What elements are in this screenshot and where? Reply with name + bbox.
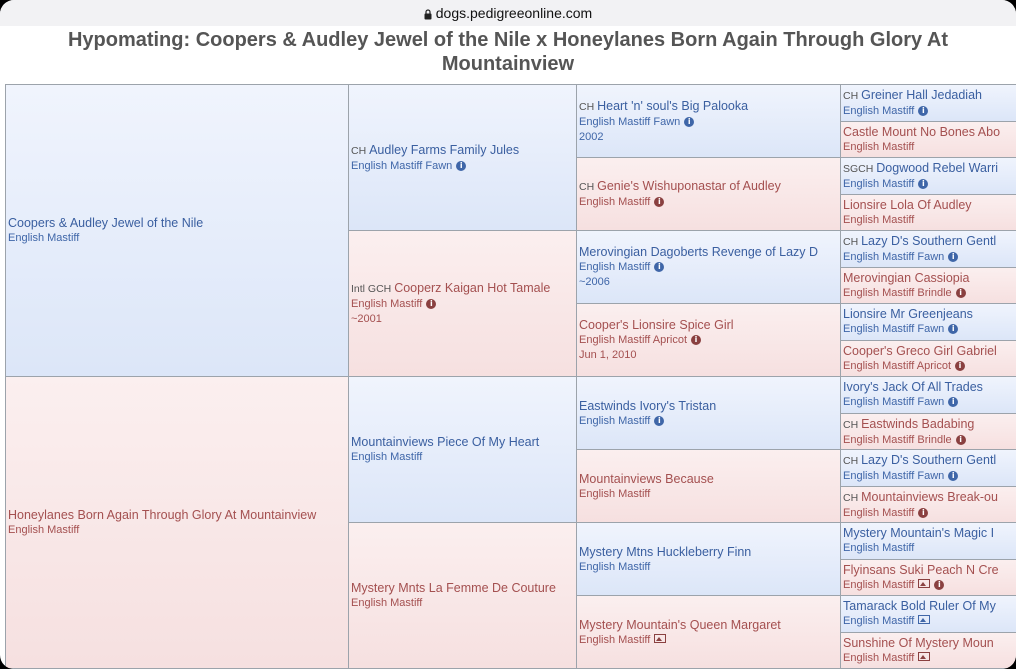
pedigree-cell-gen4[interactable]	[840, 522, 1016, 560]
dog-breed-line	[843, 433, 1016, 448]
pedigree-cell-gen2[interactable]	[348, 84, 577, 231]
dog-breed-line	[351, 450, 576, 465]
dog-name[interactable]: Cooperz Kaigan Hot Tamale	[394, 281, 551, 295]
dog-name-line	[579, 544, 840, 560]
info-icon[interactable]: i	[918, 508, 928, 518]
dog-breed: English Mastiff	[843, 214, 915, 226]
dog-breed: English Mastiff	[579, 487, 651, 500]
lock-icon	[424, 9, 432, 20]
dog-name-line	[843, 270, 1016, 286]
dog-name-line	[843, 452, 1016, 469]
pedigree-cell-gen4[interactable]	[840, 194, 1016, 231]
dog-name-line	[351, 142, 576, 159]
dog-breed: English Mastiff Apricot	[843, 360, 952, 372]
dog-name-line	[843, 160, 1016, 177]
dog-name[interactable]: Coopers & Audley Jewel of the Nile	[8, 216, 204, 230]
dog-name[interactable]: Merovingian Cassiopia	[843, 271, 970, 285]
dog-breed-line	[843, 286, 1016, 301]
dog-breed: English Mastiff Fawn	[351, 159, 453, 172]
pedigree-cell-gen4[interactable]	[840, 230, 1016, 268]
dog-name-line	[843, 197, 1016, 213]
dog-name[interactable]: Cooper's Greco Girl Gabriel	[843, 344, 997, 358]
dog-breed-line	[579, 260, 840, 275]
dog-breed-line	[843, 578, 1016, 593]
dog-breed: English Mastiff	[843, 141, 915, 153]
dog-breed-line	[351, 159, 576, 174]
dog-name[interactable]: Mountainviews Piece Of My Heart	[351, 435, 540, 449]
dog-name[interactable]: Genie's Wishuponastar of Audley	[597, 179, 781, 193]
info-icon[interactable]: i	[948, 397, 958, 407]
dog-breed-line	[843, 213, 1016, 228]
dog-name-line	[843, 489, 1016, 506]
dog-breed: English Mastiff	[8, 524, 80, 536]
pedigree-cell-gen4[interactable]	[840, 449, 1016, 487]
dog-breed-line	[843, 177, 1016, 192]
pedigree-cell-gen3[interactable]	[576, 595, 841, 669]
dog-name[interactable]: Tamarack Bold Ruler Of My	[843, 599, 996, 613]
info-icon[interactable]: i	[956, 288, 966, 298]
pedigree-cell-gen4[interactable]	[840, 486, 1016, 523]
info-icon[interactable]: i	[654, 262, 664, 272]
page-title: Hypomating: Coopers & Audley Jewel of the Nile x Honeylanes Born Again Through Glory At Mountainview	[67, 29, 949, 75]
dog-breed-line	[843, 322, 1016, 337]
dog-birth-date: Jun 1, 2010	[579, 349, 637, 361]
dog-breed: English Mastiff	[843, 178, 915, 190]
dog-breed-line	[843, 395, 1016, 410]
dog-name-line	[8, 215, 348, 231]
dog-breed: English Mastiff	[843, 507, 915, 519]
dog-name[interactable]: Castle Mount No Bones Abo	[843, 125, 1001, 139]
pedigree-cell-gen1[interactable]	[5, 376, 349, 669]
dog-breed-line	[843, 614, 1016, 629]
dog-title: CH	[579, 100, 598, 113]
dog-name-line	[351, 280, 576, 297]
dog-breed-line	[579, 487, 840, 502]
pedigree-cell-gen4[interactable]	[840, 595, 1016, 633]
dog-name[interactable]: Mountainviews Because	[579, 471, 714, 486]
dog-birth-date: ~2006	[579, 276, 610, 288]
pedigree-cell-gen4[interactable]	[840, 157, 1016, 195]
dog-breed-line	[579, 414, 840, 429]
info-icon[interactable]: i	[654, 197, 664, 207]
pedigree-cell-gen4[interactable]	[840, 84, 1016, 122]
pedigree-cell-gen3[interactable]	[576, 157, 841, 231]
pedigree-cell-gen3[interactable]	[576, 303, 841, 377]
dog-breed: English Mastiff	[843, 615, 915, 627]
dog-name[interactable]: Dogwood Rebel Warri	[876, 161, 999, 175]
dog-breed-line	[843, 250, 1016, 265]
dog-name-line	[579, 398, 840, 414]
dog-name-line	[843, 379, 1016, 395]
pedigree-cell-gen4[interactable]	[840, 413, 1016, 450]
info-icon[interactable]: i	[948, 324, 958, 334]
dog-breed: English Mastiff	[8, 232, 80, 244]
dog-breed: English Mastiff	[579, 261, 651, 273]
dog-birth-date: ~2001	[351, 313, 382, 325]
pedigree-cell-gen1[interactable]	[5, 84, 349, 377]
pedigree-cell-gen4[interactable]	[840, 303, 1016, 341]
info-icon[interactable]: i	[654, 416, 664, 426]
dog-name-line	[843, 525, 1016, 541]
dog-breed: English Mastiff Fawn	[579, 115, 681, 128]
dog-breed: English Mastiff	[579, 560, 651, 573]
photo-icon[interactable]	[918, 615, 930, 624]
dog-name[interactable]: Mystery Mountain's Queen Margaret	[579, 617, 781, 632]
dog-name[interactable]: Lionsire Mr Greenjeans	[843, 307, 973, 321]
dog-breed: English Mastiff	[351, 451, 423, 463]
info-icon[interactable]: i	[955, 361, 965, 371]
dog-name-line	[843, 306, 1016, 322]
dog-breed-line	[579, 633, 840, 648]
pedigree-cell-gen4[interactable]	[840, 632, 1016, 669]
pedigree-cell-gen4[interactable]	[840, 340, 1016, 377]
dog-name-line	[843, 233, 1016, 250]
dog-title: CH	[843, 90, 862, 102]
info-icon[interactable]: i	[456, 161, 466, 171]
pedigree-cell-gen3[interactable]	[576, 449, 841, 523]
info-icon[interactable]: i	[691, 335, 701, 345]
dog-name[interactable]: Sunshine Of Mystery Moun	[843, 636, 994, 650]
dog-name[interactable]: Cooper's Lionsire Spice Girl	[579, 318, 734, 332]
dog-name-line	[843, 562, 1016, 578]
dog-breed-line	[8, 523, 348, 538]
dog-name-line	[579, 98, 840, 115]
pedigree-cell-gen3[interactable]	[576, 522, 841, 596]
photo-icon[interactable]	[654, 634, 666, 643]
dog-breed-line	[843, 506, 1016, 521]
dog-breed: English Mastiff	[843, 105, 915, 117]
dog-name[interactable]: Lionsire Lola Of Audley	[843, 198, 972, 212]
dog-breed-line	[579, 333, 840, 348]
dog-title: CH	[843, 492, 862, 504]
dog-name-line	[843, 124, 1016, 140]
pedigree-cell-gen3[interactable]	[576, 84, 841, 158]
pedigree-cell-gen4[interactable]	[840, 267, 1016, 304]
dog-breed: English Mastiff	[843, 652, 915, 664]
dog-breed: English Mastiff Fawn	[843, 251, 945, 263]
dog-breed-line	[843, 541, 1016, 556]
dog-breed-line	[843, 651, 1016, 666]
dog-name[interactable]: Eastwinds Ivory's Tristan	[579, 398, 717, 413]
dog-breed: English Mastiff Apricot	[579, 334, 688, 346]
dog-breed-line	[843, 469, 1016, 484]
info-icon[interactable]: i	[684, 117, 694, 127]
dog-title: CH	[843, 236, 862, 248]
info-icon[interactable]: i	[934, 580, 944, 590]
dog-name[interactable]: Eastwinds Badabing	[861, 417, 975, 431]
dog-name[interactable]: Lazy D's Southern Gentl	[861, 234, 997, 248]
dog-name-line	[579, 317, 840, 333]
url-text: dogs.pedigreeonline.com	[435, 5, 593, 21]
dog-breed: English Mastiff	[351, 597, 423, 609]
photo-icon[interactable]	[918, 579, 930, 588]
dog-name[interactable]: Mountainviews Break-ou	[861, 490, 998, 504]
dog-name-line	[843, 598, 1016, 614]
dog-birth-date: 2002	[579, 130, 604, 143]
dog-name-line	[843, 635, 1016, 651]
info-icon[interactable]: i	[918, 106, 928, 116]
dog-name-line	[8, 507, 348, 523]
dog-name[interactable]: Flyinsans Suki Peach N Cre	[843, 563, 999, 577]
dog-title: CH	[579, 181, 598, 193]
dog-breed-line	[351, 297, 576, 312]
dog-breed: English Mastiff	[351, 298, 423, 310]
pedigree-cell-gen4[interactable]	[840, 376, 1016, 414]
dog-breed-line	[579, 195, 840, 210]
pedigree-cell-gen4[interactable]	[840, 559, 1016, 596]
dog-name[interactable]: Heart 'n' soul's Big Palooka	[597, 98, 749, 113]
dog-breed: English Mastiff	[579, 414, 651, 427]
dog-name-line	[579, 617, 840, 633]
dog-name[interactable]: Audley Farms Family Jules	[369, 142, 520, 157]
info-icon[interactable]: i	[948, 252, 958, 262]
dog-name-line	[351, 580, 576, 596]
dog-breed: English Mastiff	[843, 579, 915, 591]
pedigree-tree	[5, 84, 1008, 669]
info-icon[interactable]: i	[948, 471, 958, 481]
dog-name-line	[843, 343, 1016, 359]
dog-breed: English Mastiff Brindle	[843, 434, 952, 446]
dog-title: Intl GCH	[351, 283, 395, 295]
pedigree-cell-gen3[interactable]	[576, 376, 841, 450]
dog-name[interactable]: Mystery Mountain's Magic I	[843, 526, 995, 540]
address-bar[interactable]	[0, 0, 1016, 26]
dog-breed: English Mastiff Fawn	[843, 396, 945, 408]
dog-name-line	[843, 87, 1016, 104]
dog-breed: English Mastiff Fawn	[843, 470, 945, 482]
info-icon[interactable]: i	[426, 299, 436, 309]
pedigree-cell-gen4[interactable]	[840, 121, 1016, 158]
dog-name-line	[351, 434, 576, 450]
dog-title: CH	[351, 144, 370, 157]
dog-breed: English Mastiff	[843, 542, 915, 554]
pedigree-cell-gen2[interactable]	[348, 522, 577, 669]
dog-breed: English Mastiff Fawn	[843, 323, 945, 335]
dog-name[interactable]: Merovingian Dagoberts Revenge of Lazy D	[579, 245, 819, 259]
dog-breed-line	[8, 231, 348, 246]
pedigree-cell-gen2[interactable]	[348, 376, 577, 523]
dog-title: SGCH	[843, 163, 877, 175]
dog-name-line	[579, 244, 840, 260]
dog-breed-line	[843, 104, 1016, 119]
dog-name-line	[579, 471, 840, 487]
photo-icon[interactable]	[918, 652, 930, 661]
dog-breed-line	[843, 359, 1016, 374]
dog-name[interactable]: Mystery Mtns Huckleberry Finn	[579, 544, 752, 559]
dog-breed: English Mastiff Brindle	[843, 287, 952, 299]
dog-name[interactable]: Mystery Mnts La Femme De Couture	[351, 581, 556, 595]
dog-breed: English Mastiff	[579, 633, 651, 646]
dog-name[interactable]: Greiner Hall Jedadiah	[861, 88, 982, 102]
pedigree-cell-gen2[interactable]	[348, 230, 577, 377]
dog-name-line	[579, 178, 840, 195]
dog-breed-line	[579, 115, 840, 130]
info-icon[interactable]: i	[918, 179, 928, 189]
dog-name[interactable]: Honeylanes Born Again Through Glory At Mountainview	[8, 508, 317, 522]
dog-title: CH	[843, 419, 862, 431]
dog-name[interactable]: Ivory's Jack Of All Trades	[843, 380, 983, 394]
dog-name-line	[843, 416, 1016, 433]
dog-breed-line	[579, 560, 840, 575]
dog-breed: English Mastiff	[579, 196, 651, 208]
dog-breed-line	[843, 140, 1016, 155]
dog-name[interactable]: Lazy D's Southern Gentl	[861, 453, 997, 467]
dog-breed-line	[351, 596, 576, 611]
dog-title: CH	[843, 455, 862, 467]
pedigree-cell-gen3[interactable]	[576, 230, 841, 304]
info-icon[interactable]: i	[956, 435, 966, 445]
